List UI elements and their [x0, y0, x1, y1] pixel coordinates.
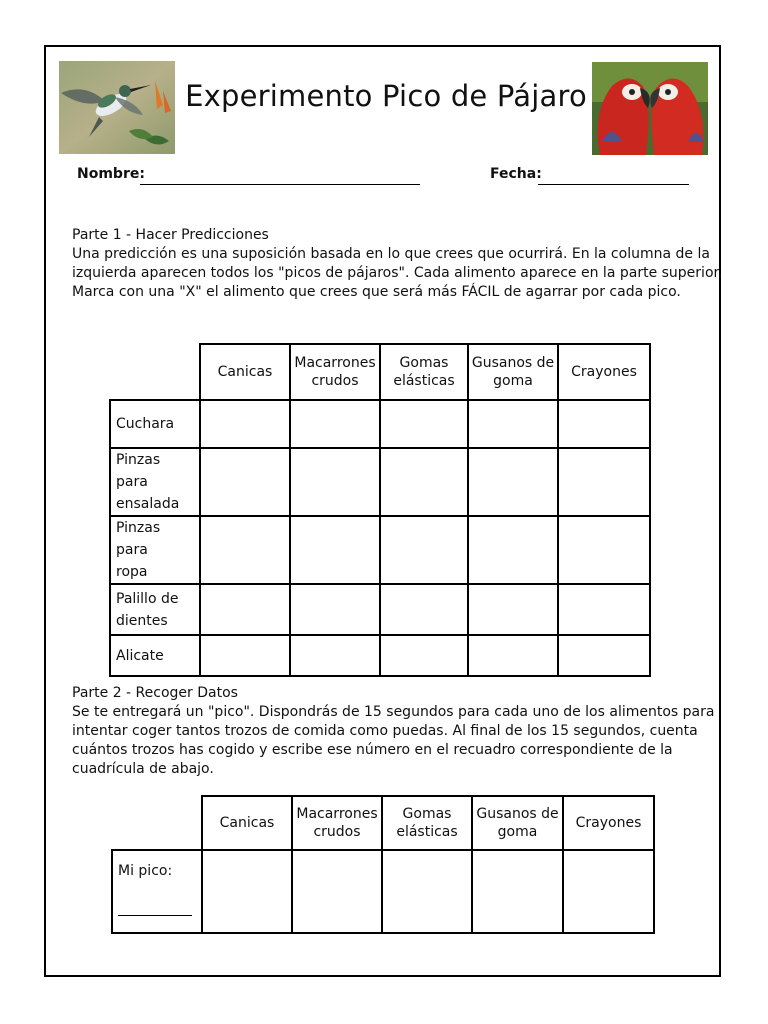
column-header: Gusanos de goma — [472, 796, 563, 850]
row-label — [112, 850, 202, 933]
table-cell[interactable] — [200, 448, 290, 516]
part1-text-line: Marca con una "X" el alimento que crees que será más FÁCIL de agarrar por cada pico. — [72, 284, 681, 300]
column-header: Crayones — [558, 344, 650, 400]
table-cell[interactable] — [382, 850, 472, 933]
column-header: Canicas — [202, 796, 292, 850]
part2-text-line: Se te entregará un "pico". Dispondrás de 15 segundos para cada uno de los alimentos para — [72, 704, 715, 720]
table-row — [110, 516, 650, 584]
part2-text-line: intentar coger tantos trozos de comida como puedas. Al final de los 15 segundos, cuenta — [72, 723, 698, 739]
row-label: Cuchara — [110, 400, 200, 448]
table-cell[interactable] — [558, 448, 650, 516]
table-cell[interactable] — [380, 400, 468, 448]
date-field[interactable] — [538, 184, 689, 185]
table-cell[interactable] — [200, 635, 290, 676]
empty-corner — [110, 344, 200, 400]
beak-name-field[interactable] — [118, 901, 192, 916]
column-header: Macarrones crudos — [290, 344, 380, 400]
column-header: Gomas elásticas — [380, 344, 468, 400]
row-label: Palillo de dientes — [110, 584, 200, 635]
table-cell[interactable] — [472, 850, 563, 933]
row-label: Alicate — [110, 635, 200, 676]
column-header: Canicas — [200, 344, 290, 400]
part2-text-line: cuadrícula de abajo. — [72, 761, 214, 777]
hummingbird-photo — [59, 61, 175, 154]
part1-text-line: izquierda aparecen todos los "picos de pájaros". Cada alimento aparece en la parte superior. — [72, 265, 723, 281]
table-cell[interactable] — [558, 584, 650, 635]
part1-section — [72, 226, 722, 302]
my-beak-label: Mi pico: — [118, 863, 173, 879]
table-cell[interactable] — [200, 516, 290, 584]
table-header-row — [112, 796, 654, 850]
part2-text-line: cuántos trozos has cogido y escribe ese número en el recuadro correspondiente de la — [72, 742, 673, 758]
column-header: Gusanos de goma — [468, 344, 558, 400]
table-header-row — [110, 344, 650, 400]
column-header: Gomas elásticas — [382, 796, 472, 850]
table-cell[interactable] — [290, 584, 380, 635]
table-cell[interactable] — [563, 850, 654, 933]
table-cell[interactable] — [380, 635, 468, 676]
table-cell[interactable] — [200, 584, 290, 635]
table-row — [110, 400, 650, 448]
table-cell[interactable] — [558, 635, 650, 676]
table-cell[interactable] — [290, 635, 380, 676]
table-cell[interactable] — [468, 516, 558, 584]
table-cell[interactable] — [380, 448, 468, 516]
column-header: Macarrones crudos — [292, 796, 382, 850]
macaws-photo — [592, 62, 708, 155]
table-cell[interactable] — [468, 448, 558, 516]
data-collection-table — [111, 795, 655, 934]
table-row — [110, 584, 650, 635]
table-cell[interactable] — [468, 400, 558, 448]
table-cell[interactable] — [380, 516, 468, 584]
table-cell[interactable] — [290, 448, 380, 516]
row-label: Pinzas para ropa — [110, 516, 200, 584]
date-label: Fecha: — [490, 166, 542, 182]
table-cell[interactable] — [468, 584, 558, 635]
empty-corner — [112, 796, 202, 850]
name-field[interactable] — [140, 184, 420, 185]
table-row — [110, 448, 650, 516]
row-label: Pinzas para ensalada — [110, 448, 200, 516]
table-cell[interactable] — [468, 635, 558, 676]
table-cell[interactable] — [200, 400, 290, 448]
table-row — [110, 635, 650, 676]
table-cell[interactable] — [380, 584, 468, 635]
part2-heading: Parte 2 - Recoger Datos — [72, 685, 238, 701]
table-cell[interactable] — [558, 516, 650, 584]
table-cell[interactable] — [558, 400, 650, 448]
table-cell[interactable] — [202, 850, 292, 933]
part2-section — [72, 684, 714, 779]
part1-heading: Parte 1 - Hacer Predicciones — [72, 227, 269, 243]
table-cell[interactable] — [292, 850, 382, 933]
table-cell[interactable] — [290, 516, 380, 584]
table-cell[interactable] — [290, 400, 380, 448]
part1-text-line: Una predicción es una suposición basada en lo que crees que ocurrirá. En la columna de la — [72, 246, 710, 262]
column-header: Crayones — [563, 796, 654, 850]
table-row — [112, 850, 654, 933]
name-label: Nombre: — [77, 166, 145, 182]
predictions-table — [109, 343, 651, 677]
worksheet-title: Experimento Pico de Pájaro — [185, 79, 587, 113]
